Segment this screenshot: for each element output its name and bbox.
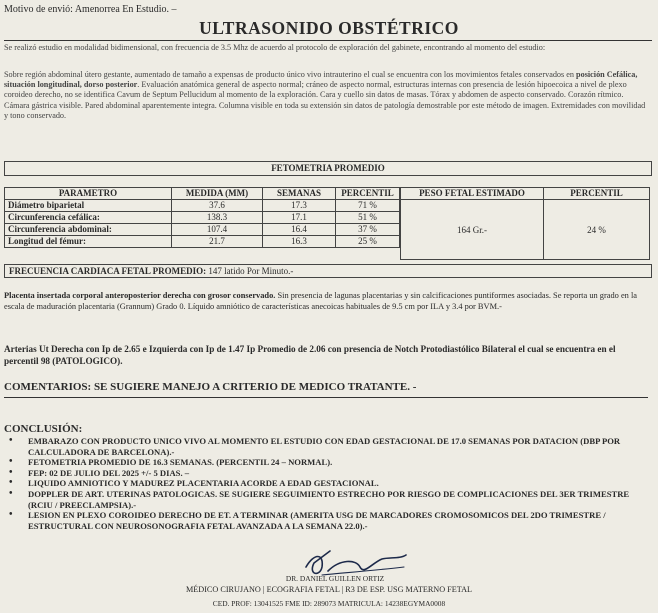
column-header: MEDIDA (MM) xyxy=(172,188,263,200)
placenta-paragraph xyxy=(4,291,650,312)
uterine-arteries-paragraph: Arterias Ut Derecha con Ip de 2.65 e Izquierda con Ip de 1.47 Ip Promedio de 2.06 con presencia de Notch Protodiastólico Bilateral el cual se encuentra en el percentil 98 (PATOLOGICO). xyxy=(4,344,616,366)
percentile-value: 71 % xyxy=(336,200,400,212)
percentile-value: 37 % xyxy=(336,224,400,236)
list-item: • LESION EN PLEXO COROIDEO DERECHO DE ET. A TERMINAR (AMERITA USG DE MARCADORES CROMOSOMICOS DEL 2DO TRIMESTRE / ESTRUCTURAL CON NEUROSONOGRAFIA FETAL AVANZADA A LA SEMANA 22.0).- xyxy=(6,510,646,531)
table-row xyxy=(5,200,400,212)
findings-text-part1: Sobre región abdominal útero gestante, aumentado de tamaño a expensas de producto único vivo intrauterino el cual se encuentra con los movimientos fetales conservados en xyxy=(4,70,577,79)
findings-paragraph xyxy=(4,70,650,121)
fetometria-header: FETOMETRIA PROMEDIO xyxy=(4,161,652,176)
biometry-header-row xyxy=(5,188,400,200)
estimated-weight-value: 164 Gr.- xyxy=(401,200,544,260)
list-item: • DOPPLER DE ART. UTERINAS PATOLOGICAS. SE SUGIERE SEGUIMIENTO ESTRECHO POR RIESGO DE COMPLICACIONES DEL 3ER TRIMESTRE (RCIU / PREECLAMPSIA).- xyxy=(6,489,646,510)
fetal-weight-table xyxy=(400,187,650,260)
table-row xyxy=(5,224,400,236)
table-row xyxy=(5,212,400,224)
percentile-value: 25 % xyxy=(336,236,400,248)
percentile-value: 51 % xyxy=(336,212,400,224)
weeks-value: 17.3 xyxy=(263,200,336,212)
list-item: • FETOMETRIA PROMEDIO DE 16.3 SEMANAS. (PERCENTIL 24 – NORMAL). xyxy=(6,457,646,468)
weeks-value: 17.1 xyxy=(263,212,336,224)
estimated-weight-header: PESO FETAL ESTIMADO xyxy=(401,188,544,200)
weeks-value: 16.3 xyxy=(263,236,336,248)
fetal-weight-row xyxy=(401,200,650,260)
findings-text-part2: . Evaluación anatómica general de aspecto normal; cráneo de aspecto normal, estructuras internas con presencia de lesión hipoecoica a nivel de plexo coroideo derecho, no se identifica Cavum de Septum Pellucidum al momento de la exploración. Cara y cuello sin datos de masas. Tórax y abdomen de aspecto conservado. Corazón rítmico. Cámara gástrica visible. Pared abdominal aparentemente integra. Columna visible en toda su extensión sin datos de patología demostrable por este método de imagen. Extremidades con movilidad y tono conservado. xyxy=(4,80,646,120)
weight-percentile-value: 24 % xyxy=(544,200,650,260)
column-header: PERCENTIL xyxy=(336,188,400,200)
referral-reason: Motivo de envió: Amenorrea En Estudio. – xyxy=(4,4,177,15)
conclusion-list xyxy=(6,436,646,531)
measure-value: 21.7 xyxy=(172,236,263,248)
findings-fetal-position: posición Cefálica, situación longitudinal, dorso posterior xyxy=(4,70,638,90)
biometry-table xyxy=(4,187,400,248)
placenta-details: Sin presencia de lagunas placentarias y sin calcificaciones puntiformes asociadas. Se reporta un grado en la escala de maduración placentaria (Grannum) Grado 0. Líquido amniótico de características anecoicas habituales de 9.5 cm por ILA y 3.4 por BVM.- xyxy=(4,291,637,311)
parameter-name: Circunferencia cefálica: xyxy=(5,212,172,224)
report-title: ULTRASONIDO OBSTÉTRICO xyxy=(199,18,459,38)
measure-value: 107.4 xyxy=(172,224,263,236)
measure-value: 138.3 xyxy=(172,212,263,224)
weeks-value: 16.4 xyxy=(263,224,336,236)
table-row xyxy=(5,236,400,248)
fetal-heart-rate-value: 147 latido Por Minuto.- xyxy=(208,266,294,276)
conclusion-title: CONCLUSIÓN: xyxy=(4,423,83,435)
parameter-name: Diámetro biparietal xyxy=(5,200,172,212)
doctor-title: MÉDICO CIRUJANO | ECOGRAFIA FETAL | R3 DE ESP. USG MATERNO FETAL xyxy=(186,585,472,594)
study-method-paragraph: Se realizó estudio en modalidad bidimensional, con frecuencia de 3.5 Mhz de acuerdo al protocolo de exploración del gabinete, encontrando al momento del estudio: xyxy=(4,43,546,52)
fetal-heart-rate-box xyxy=(4,264,652,278)
column-header: PARAMETRO xyxy=(5,188,172,200)
weight-percentile-header: PERCENTIL xyxy=(544,188,650,200)
list-item: • FEP: 02 DE JULIO DEL 2025 +/- 5 DIAS. – xyxy=(6,468,646,479)
doctor-credentials: CED. PROF: 13041525 FME ID: 289073 MATRICULA: 14238EGYMA0008 xyxy=(212,599,446,608)
list-item: • LIQUIDO AMNIOTICO Y MADUREZ PLACENTARIA ACORDE A EDAD GESTACIONAL. xyxy=(6,478,646,489)
fetal-heart-rate-label: FRECUENCIA CARDIACA FETAL PROMEDIO: xyxy=(9,266,207,276)
placenta-insertion: Placenta insertada corporal anteroposterior derecha con grosor conservado. xyxy=(4,291,276,300)
comments-underline xyxy=(4,397,648,398)
comments: COMENTARIOS: SE SUGIERE MANEJO A CRITERIO DE MEDICO TRATANTE. - xyxy=(4,381,417,393)
measure-value: 37.6 xyxy=(172,200,263,212)
fetal-weight-header-row xyxy=(401,188,650,200)
doctor-name: DR. DANIEL GUILLEN ORTIZ xyxy=(285,574,385,583)
title-underline xyxy=(4,40,652,41)
list-item: • EMBARAZO CON PRODUCTO UNICO VIVO AL MOMENTO EL ESTUDIO CON EDAD GESTACIONAL DE 17.0 SEMANAS POR DATACION (DBP POR CALCULADORA DE BARCELONA).- xyxy=(6,436,646,457)
column-header: SEMANAS xyxy=(263,188,336,200)
parameter-name: Longitud del fémur: xyxy=(5,236,172,248)
parameter-name: Circunferencia abdominal: xyxy=(5,224,172,236)
